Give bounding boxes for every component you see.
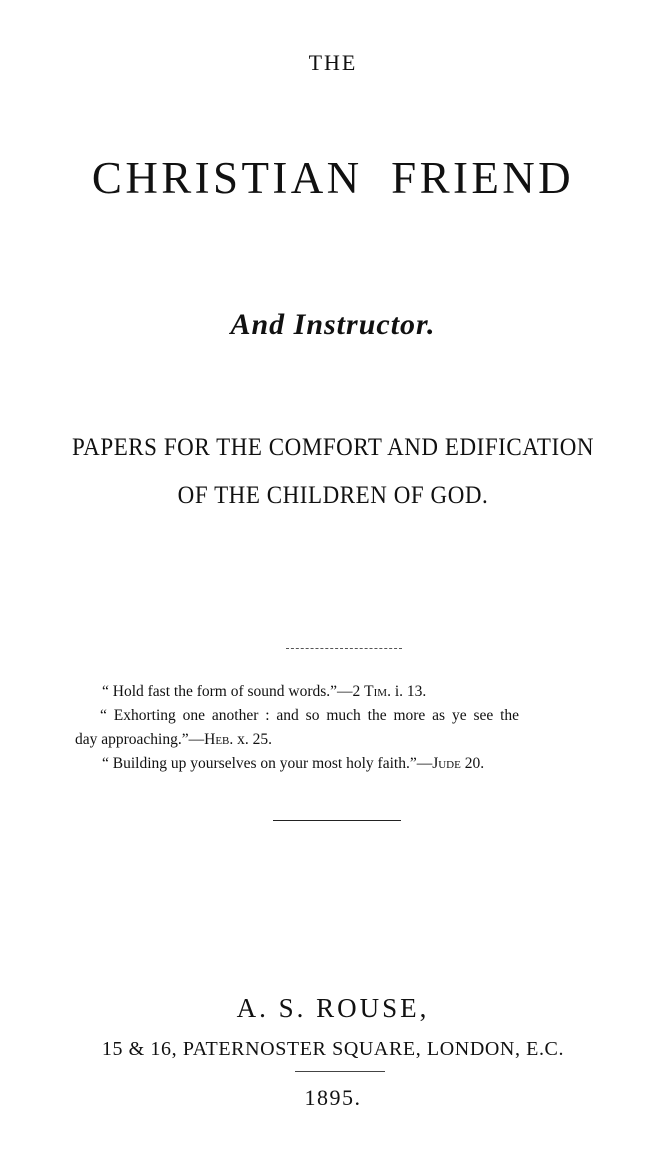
- publication-year: 1895.: [304, 1085, 362, 1110]
- quotation-3-ref: Jude: [432, 755, 461, 772]
- quotation-2-ref: Heb.: [204, 731, 234, 748]
- publisher-name: A. S. ROUSE,: [236, 993, 430, 1023]
- subtitle: And Instructor.: [230, 308, 436, 341]
- year-divider: [295, 1071, 385, 1072]
- epigraph-quotations: [75, 680, 615, 776]
- quotation-3-tail: 20.: [460, 755, 485, 772]
- quotation-1: [75, 680, 615, 704]
- main-title: CHRISTIAN FRIEND: [91, 153, 575, 203]
- quotation-3-text: “ Building up yourselves on your most holy faith.”—: [102, 755, 433, 772]
- quotation-1-ref: Tim.: [364, 683, 391, 700]
- quotation-2-line-1: “ Exhorting one another : and so much the more as ye see the: [100, 707, 520, 724]
- quotation-1-tail: i. 13.: [390, 683, 427, 700]
- publisher-address: 15 & 16, PATERNOSTER SQUARE, LONDON, E.C.: [101, 1038, 565, 1060]
- divider-rule: [273, 820, 401, 821]
- quotation-2-line-2: [75, 728, 615, 752]
- quotation-2-tail: x. 25.: [233, 731, 272, 748]
- description-line-2: OF THE CHILDREN OF GOD.: [177, 482, 489, 509]
- quotation-2-text: day approaching.”—: [75, 731, 205, 748]
- title-prefix: THE: [308, 50, 358, 75]
- ornamental-divider: [286, 648, 402, 649]
- description-line-1: PAPERS FOR THE COMFORT AND EDIFICATION: [71, 434, 595, 461]
- quotation-3: [75, 752, 615, 776]
- quotation-1-text: “ Hold fast the form of sound words.”—2: [102, 683, 365, 700]
